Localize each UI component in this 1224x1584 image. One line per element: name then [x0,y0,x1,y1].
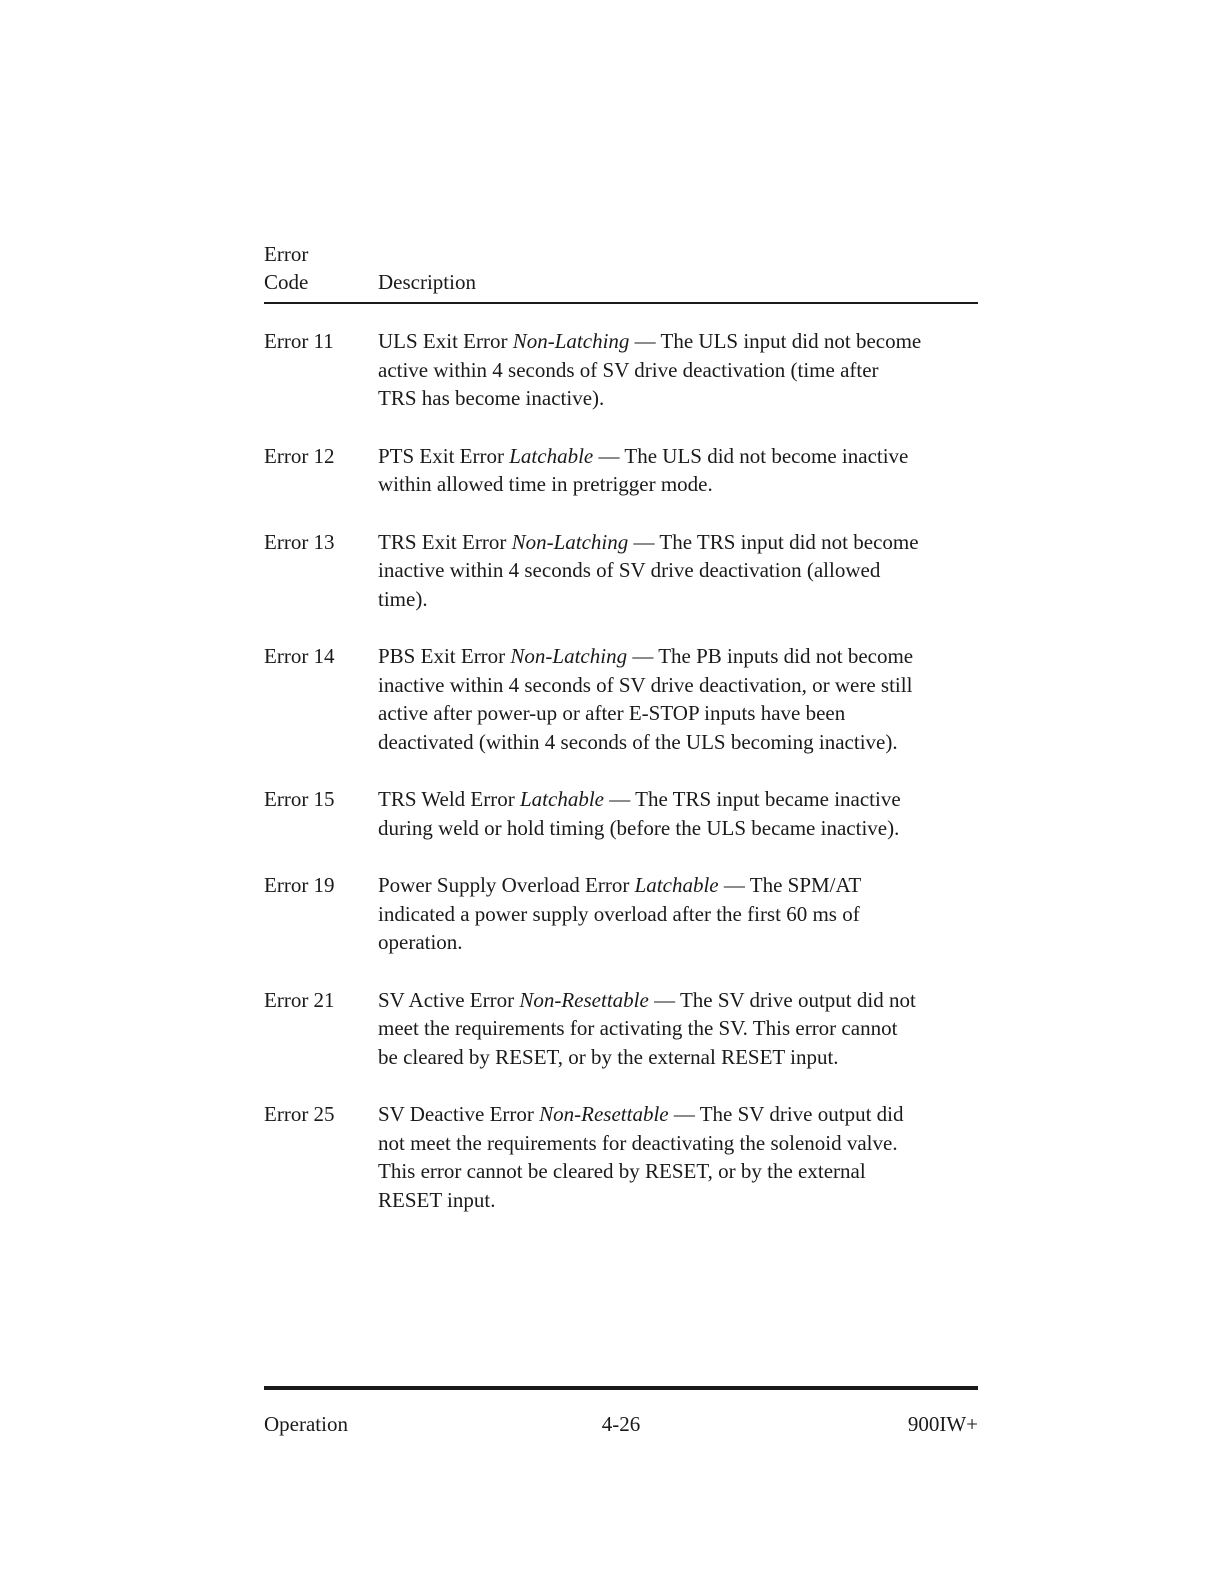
description-line [378,986,978,1015]
table-row [264,528,984,614]
description-text: The TRS input did not become [659,529,919,554]
description-line [378,585,978,614]
description-line [378,384,978,413]
description-text: time). [378,586,428,611]
description-line [378,556,978,585]
footer-model-name: 900IW+ [907,1412,978,1436]
description-line [378,814,978,843]
error-name: TRS Weld Error [378,787,515,811]
error-name: Power Supply Overload Error [378,873,630,897]
description-line [378,900,978,929]
error-type: Latchable [509,443,594,468]
description-text: The TRS input became inactive [635,787,901,811]
description-line [378,470,978,499]
table-row [264,327,984,413]
table-row [264,642,984,756]
description-text: inactive within 4 seconds of SV drive deactivation, or were still [378,672,913,697]
table-row [264,1100,984,1214]
error-name: PTS Exit Error [378,443,504,468]
column-header-description: Description [378,270,476,294]
description-line [378,528,978,557]
description-text: not meet the requirements for deactivating the solenoid valve. [378,1130,898,1155]
error-type: Latchable [634,873,719,897]
em-dash: — [598,443,620,468]
error-type: Non-Latching [512,329,630,353]
footer-section-title: Operation [264,1412,348,1436]
description-text: The SV drive output did not [679,987,916,1012]
description-line [378,1186,978,1215]
description-text: active after power-up or after E-STOP inputs have been [378,701,846,725]
description-line [378,356,978,385]
header-divider [264,302,978,304]
column-header-error-code [264,240,364,296]
error-code: Error 14 [264,644,335,668]
error-name: PBS Exit Error [378,644,506,668]
description-line [378,1129,978,1158]
em-dash: — [609,787,631,811]
description-line [378,642,978,671]
description-line [378,1043,978,1072]
description-line [378,871,978,900]
description-text: within allowed time in pretrigger mode. [378,472,713,496]
em-dash: — [654,987,676,1012]
table-row [264,986,984,1072]
description-text: inactive within 4 seconds of SV drive deactivation (allowed [378,558,881,582]
description-text: The ULS did not become inactive [624,443,909,468]
description-line [378,699,978,728]
error-description [378,986,978,1072]
table-row [264,785,984,842]
error-type: Non-Latching [510,644,628,668]
error-name: SV Active Error [378,987,515,1012]
error-code: Error 12 [264,443,335,468]
error-code: Error 21 [264,987,335,1012]
description-text: operation. [378,930,463,954]
em-dash: — [632,644,654,668]
description-line [378,1157,978,1186]
footer-divider [264,1386,978,1390]
description-text: deactivated (within 4 seconds of the ULS becoming inactive). [378,729,898,754]
footer-page-number: 4-26 [601,1412,641,1436]
error-name: TRS Exit Error [378,529,507,554]
em-dash: — [723,873,745,897]
em-dash: — [634,329,656,353]
error-code: Error 15 [264,787,335,811]
description-line [378,671,978,700]
error-description [378,528,978,614]
description-line [378,785,978,814]
error-code: Error 25 [264,1102,335,1126]
error-type: Latchable [520,787,604,811]
table-row [264,442,984,499]
description-line [378,327,978,356]
description-line [378,1014,978,1043]
description-line [378,442,978,471]
description-text: during weld or hold timing (before the ULS became inactive). [378,815,900,840]
description-line [378,1100,978,1129]
error-type: Non-Resettable [519,987,649,1012]
description-text: The PB inputs did not become [658,644,914,668]
error-code: Error 13 [264,529,335,554]
description-text: active within 4 seconds of SV drive deactivation (time after [378,357,879,382]
description-text: The ULS input did not become [660,329,922,353]
description-line [378,728,978,757]
description-text: be cleared by RESET, or by the external RESET input. [378,1044,839,1069]
error-name: SV Deactive Error [378,1102,534,1126]
error-table-body [264,327,984,1243]
header-code-line1: Error [264,242,309,266]
error-description [378,785,978,842]
error-name: ULS Exit Error [378,329,508,353]
description-text: This error cannot be cleared by RESET, or by the external [378,1159,866,1183]
description-text: RESET input. [378,1187,496,1212]
table-row [264,871,984,957]
em-dash: — [673,1102,695,1126]
error-description [378,442,978,499]
description-text: The SV drive output did [699,1102,904,1126]
em-dash: — [633,529,655,554]
table-header [264,240,978,300]
error-description [378,642,978,756]
error-type: Non-Resettable [539,1102,669,1126]
error-description [378,1100,978,1214]
error-description [378,871,978,957]
error-code: Error 19 [264,873,335,897]
header-code-line2: Code [264,270,309,294]
error-description [378,327,978,413]
error-type: Non-Latching [511,529,629,554]
error-code: Error 11 [264,329,334,353]
description-text: meet the requirements for activating the SV. This error cannot [378,1016,898,1040]
description-text: TRS has become inactive). [378,386,605,410]
description-line [378,928,978,957]
description-text: The SPM/AT [749,873,862,897]
description-text: indicated a power supply overload after the first 60 ms of [378,901,860,926]
